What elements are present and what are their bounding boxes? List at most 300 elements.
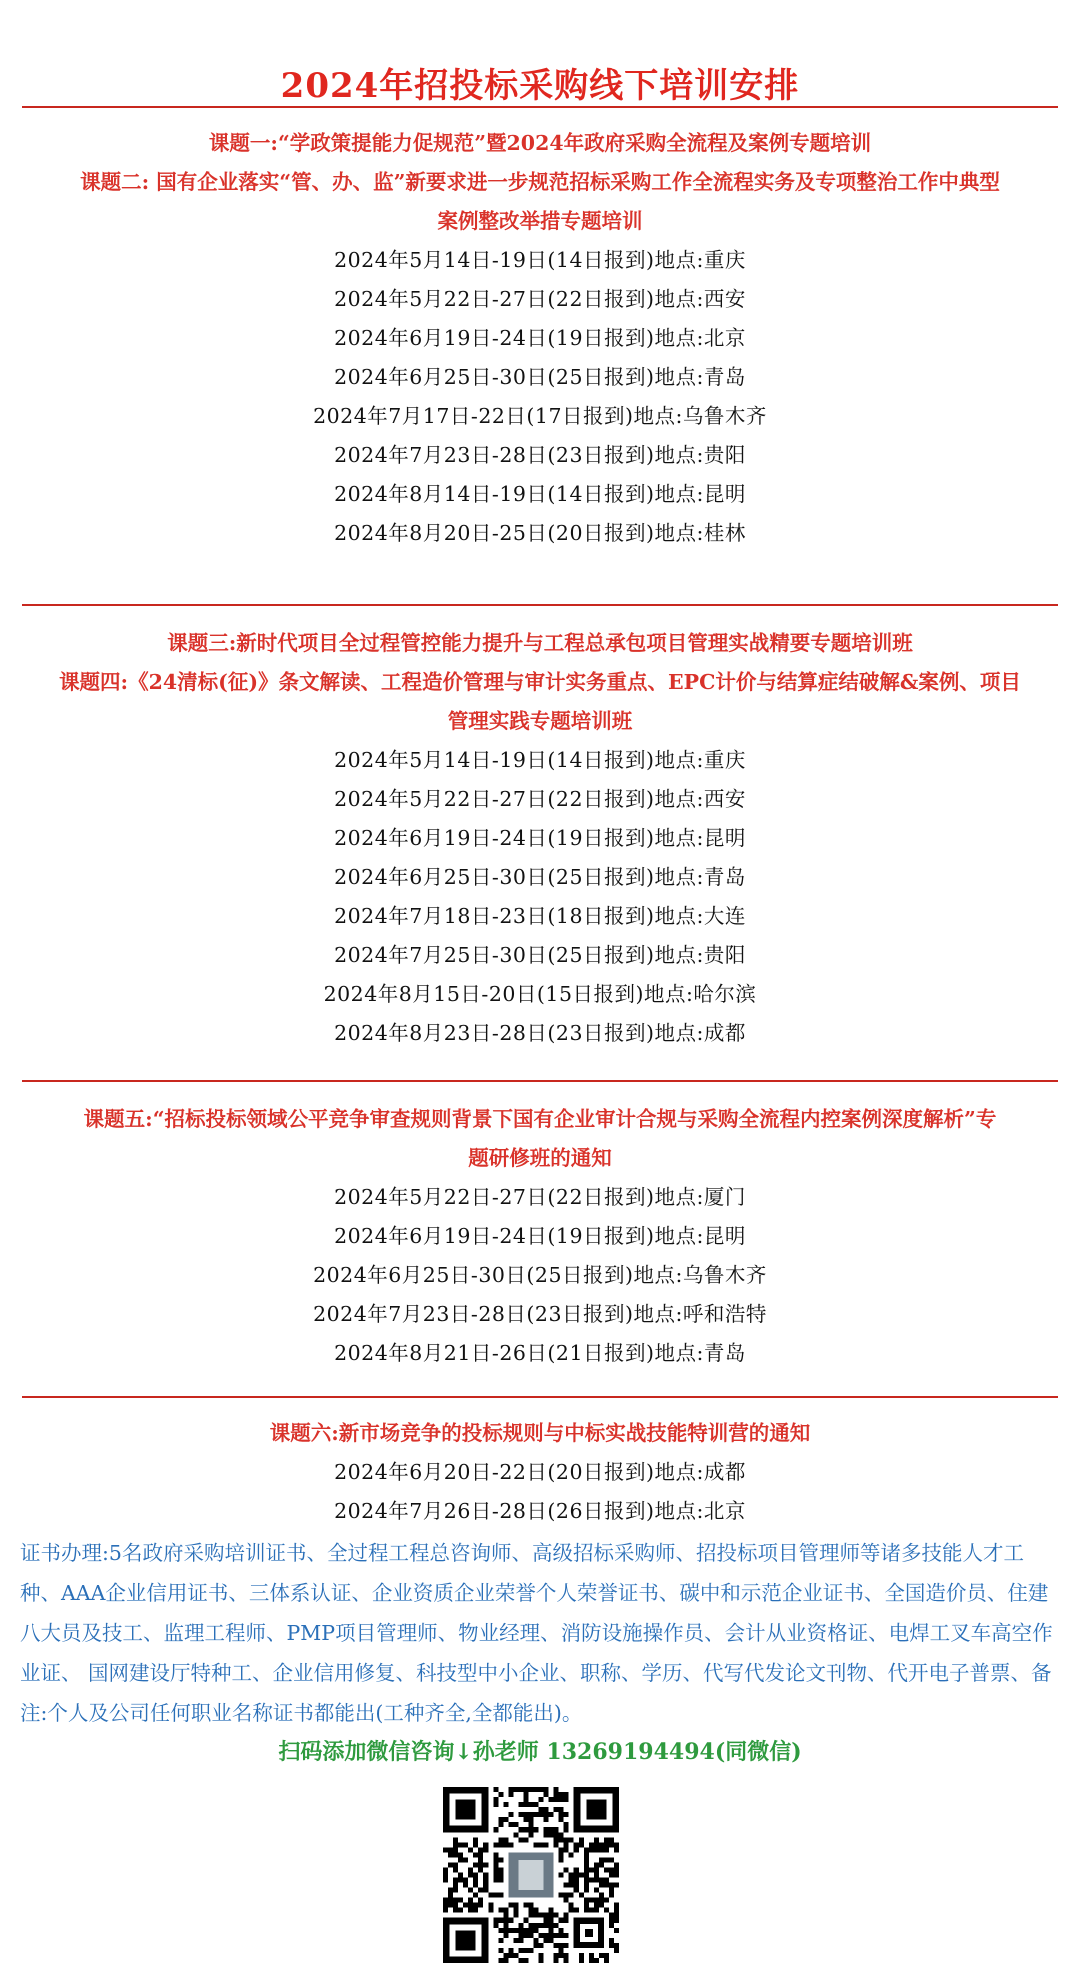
qr-module [468,1867,473,1872]
qr-module [443,1903,448,1908]
qr-module [569,1883,574,1888]
qr-module [528,1913,533,1918]
qr-module [463,1842,468,1847]
qr-module [518,1938,523,1943]
qr-module [518,1948,523,1953]
qr-module [473,1908,478,1913]
session-row: 2024年8月14日-19日(14日报到)地点:昆明 [334,482,746,506]
qr-module [544,1792,549,1797]
qr-module [559,1847,564,1852]
qr-module [534,1943,539,1948]
session-row: 2024年5月22日-27日(22日报到)地点:厦门 [334,1185,746,1209]
qr-module [473,1862,478,1867]
qr-module [614,1862,619,1867]
qr-module [528,1817,533,1822]
qr-module [478,1852,483,1857]
qr-module [503,1842,508,1847]
qr-module [534,1938,539,1943]
qr-module [498,1878,503,1883]
qr-module [468,1903,473,1908]
qr-module [498,1857,503,1862]
qr-module [599,1893,604,1898]
qr-module [458,1872,463,1877]
qr-module [559,1817,564,1822]
qr-module [528,1832,533,1837]
qr-module [483,1878,488,1883]
qr-module [609,1883,614,1888]
qr-module [564,1842,569,1847]
qr-module [478,1903,483,1908]
qr-module [503,1913,508,1918]
session-row: 2024年6月19日-24日(19日报到)地点:北京 [334,326,746,350]
qr-module [584,1857,589,1862]
session-row: 2024年6月19日-24日(19日报到)地点:昆明 [334,1224,746,1248]
qr-module [503,1908,508,1913]
qr-module [599,1898,604,1903]
qr-module [534,1842,539,1847]
qr-module [559,1792,564,1797]
qr-module [554,1787,559,1792]
qr-module [468,1847,473,1852]
qr-module [614,1913,619,1918]
qr-module [528,1908,533,1913]
contact-line: 扫码添加微信咨询↓孙老师 13269194494(同微信) [278,1739,802,1765]
session-row: 2024年7月23日-28日(23日报到)地点:呼和浩特 [313,1302,767,1326]
qr-module [579,1842,584,1847]
qr-module [554,1827,559,1832]
qr-module [523,1958,528,1963]
qr-module [518,1958,523,1963]
qr-module [503,1953,508,1958]
qr-module [448,1852,453,1857]
qr-module [614,1918,619,1923]
qr-module [523,1903,528,1908]
qr-module [604,1898,609,1903]
qr-module [493,1923,498,1928]
qr-module [443,1847,448,1852]
qr-module [584,1852,589,1857]
qr-module [528,1923,533,1928]
session-row: 2024年5月22日-27日(22日报到)地点:西安 [334,787,746,811]
qr-module [554,1837,559,1842]
qr-module [503,1958,508,1963]
qr-module [554,1797,559,1802]
qr-module [463,1857,468,1862]
qr-module [554,1933,559,1938]
qr-module [528,1948,533,1953]
page-title: 2024年招投标采购线下培训安排 [280,66,800,106]
qr-module [508,1903,513,1908]
qr-module [609,1888,614,1893]
qr-module [574,1908,579,1913]
qr-module [549,1812,554,1817]
qr-module [604,1867,609,1872]
session-row: 2024年7月18日-23日(18日报到)地点:大连 [334,904,746,928]
qr-module [453,1908,458,1913]
qr-module [523,1792,528,1797]
session-row: 2024年6月25日-30日(25日报到)地点:青岛 [334,365,746,389]
qr-module [549,1827,554,1832]
qr-module [463,1903,468,1908]
session-row: 2024年6月25日-30日(25日报到)地点:乌鲁木齐 [313,1263,767,1287]
qr-module [554,1842,559,1847]
qr-module [528,1827,533,1832]
qr-module [599,1878,604,1883]
qr-module [554,1792,559,1797]
qr-module [518,1923,523,1928]
qr-module [609,1913,614,1918]
qr-module [448,1903,453,1908]
session-row: 2024年8月23日-28日(23日报到)地点:成都 [334,1021,746,1045]
qr-module [508,1928,513,1933]
qr-module [503,1817,508,1822]
qr-module [488,1908,493,1913]
qr-module [609,1923,614,1928]
session-row: 2024年6月19日-24日(19日报到)地点:昆明 [334,826,746,850]
qr-module [478,1898,483,1903]
qr-module [559,1812,564,1817]
qr-module [539,1953,544,1958]
qr-module [589,1847,594,1852]
qr-module [614,1908,619,1913]
qr-module [544,1933,549,1938]
qr-module [564,1822,569,1827]
qr-module [584,1878,589,1883]
topic-2-line-2: 案例整改举措专题培训 [437,209,643,233]
qr-module [564,1953,569,1958]
qr-module [493,1878,498,1883]
qr-module [453,1837,458,1842]
qr-module [498,1918,503,1923]
qr-module [539,1933,544,1938]
qr-module [453,1842,458,1847]
certificate-notice: 证书办理:5名政府采购培训证书、全过程工程总咨询师、高级招标采购师、招投标项目管理师等诸多技能人才工种、AAA企业信用证书、三体系认证、企业资质企业荣誉个人荣誉证书、碳中和示范企业证书、全国造价员、住建八大员及技工、监理工程师、PMP项目管理师、物业经理、消防设施操作员、会计从业资格证、电焊工叉车高空作业证、 国网建设厅特种工、企业信用修复、科技型中小企业、职称、学历、代写代发论文刊物、代开电子普票、备注:个人及公司任何职业名称证书都能出(工种齐全,全都能出)。 [20,1541,1053,1725]
session-row: 2024年8月15日-20日(15日报到)地点:哈尔滨 [323,982,757,1006]
qr-module [523,1948,528,1953]
qr-module [544,1812,549,1817]
qr-module [483,1883,488,1888]
qr-module [554,1958,559,1963]
qr-module [534,1787,539,1792]
qr-module [609,1943,614,1948]
qr-module [604,1857,609,1862]
qr-module [513,1908,518,1913]
qr-module [463,1883,468,1888]
qr-module [554,1807,559,1812]
qr-module [478,1847,483,1852]
qr-module [594,1862,599,1867]
qr-module [503,1933,508,1938]
session-row: 2024年5月14日-19日(14日报到)地点:重庆 [334,248,746,272]
qr-module [539,1797,544,1802]
topic-4 [0,663,1080,741]
qr-module [594,1898,599,1903]
qr-module [453,1888,458,1893]
qr-module [549,1928,554,1933]
qr-module [554,1913,559,1918]
topic-3: 课题三:新时代项目全过程管控能力提升与工程总承包项目管理实战精要专题培训班 [167,631,913,655]
qr-module [523,1802,528,1807]
qr-module [498,1948,503,1953]
qr-module [544,1787,549,1792]
qr-module [528,1812,533,1817]
qr-module [534,1802,539,1807]
qr-module [544,1832,549,1837]
qr-module [523,1827,528,1832]
qr-module [493,1867,498,1872]
qr-module [513,1822,518,1827]
qr-module [544,1842,549,1847]
qr-module [584,1862,589,1867]
qr-module [493,1827,498,1832]
qr-module [564,1797,569,1802]
qr-module [453,1883,458,1888]
topic-2-line-1: 课题二: 国有企业落实“管、办、监”新要求进一步规范招标采购工作全流程实务及专项整治工作中典型 [80,170,1000,194]
qr-module [468,1872,473,1877]
qr-module [493,1857,498,1862]
qr-module [513,1938,518,1943]
qr-module [458,1908,463,1913]
qr-module [614,1943,619,1948]
qr-module [584,1903,589,1908]
qr-module [579,1953,584,1958]
qr-module [508,1918,513,1923]
qr-module [443,1872,448,1877]
qr-module [614,1842,619,1847]
qr-module [493,1797,498,1802]
qr-module [473,1837,478,1842]
session-row: 2024年5月22日-27日(22日报到)地点:西安 [334,287,746,311]
qr-module [604,1908,609,1913]
qr-module [473,1883,478,1888]
qr-module [549,1797,554,1802]
qr-module [564,1812,569,1817]
qr-module [544,1913,549,1918]
qr-module [483,1888,488,1893]
qr-module [539,1807,544,1812]
qr-module [463,1878,468,1883]
qr-module [518,1827,523,1832]
session-row: 2024年8月20日-25日(20日报到)地点:桂林 [334,521,746,545]
qr-module [473,1893,478,1898]
qr-module [528,1928,533,1933]
qr-module [599,1847,604,1852]
qr-module [614,1903,619,1908]
qr-module [513,1787,518,1792]
qr-module [609,1872,614,1877]
qr-module [549,1832,554,1837]
qr-module [443,1867,448,1872]
qr-module [594,1867,599,1872]
qr-module [559,1837,564,1842]
session-row: 2024年7月26日-28日(26日报到)地点:北京 [334,1499,746,1523]
qr-module [579,1958,584,1963]
qr-module [498,1938,503,1943]
qr-module [498,1842,503,1847]
qr-module [564,1958,569,1963]
qr-module [599,1953,604,1958]
qr-center-avatar-figure [518,1860,543,1890]
qr-module [483,1842,488,1847]
qr-module [539,1842,544,1847]
qr-module [528,1933,533,1938]
qr-module [539,1787,544,1792]
topic-4-line-1: 课题四:《24清标(征)》条文解读、工程造价管理与审计实务重点、EPC计价与结算症结破解&案例、项目 [59,670,1021,694]
qr-module [478,1867,483,1872]
section-divider [22,604,1058,606]
qr-module [559,1893,564,1898]
qr-module [493,1787,498,1792]
qr-module [569,1903,574,1908]
qr-module [468,1908,473,1913]
qr-module [503,1837,508,1842]
qr-module [614,1867,619,1872]
qr-module [564,1893,569,1898]
qr-module [554,1923,559,1928]
topic-5-line-1: 课题五:“招标投标领域公平竞争审查规则背景下国有企业审计合规与采购全流程内控案例深度解析”专 [83,1107,997,1131]
qr-module [508,1822,513,1827]
qr-module [604,1837,609,1842]
qr-module [609,1867,614,1872]
qr-module [589,1953,594,1958]
qr-module [569,1893,574,1898]
qr-module [528,1903,533,1908]
qr-module [569,1908,574,1913]
qr-module [453,1852,458,1857]
session-row: 2024年7月25日-30日(25日报到)地点:贵阳 [334,943,746,967]
qr-module [594,1958,599,1963]
qr-module [594,1878,599,1883]
section-1 [0,124,1080,553]
qr-module [473,1872,478,1877]
qr-module [503,1802,508,1807]
qr-module [564,1898,569,1903]
qr-module [559,1953,564,1958]
qr-module [594,1872,599,1877]
qr-module [549,1908,554,1913]
qr-module [609,1918,614,1923]
qr-module [574,1872,579,1877]
qr-module [493,1918,498,1923]
qr-module [604,1953,609,1958]
session-row: 2024年7月23日-28日(23日报到)地点:贵阳 [334,443,746,467]
qr-module [493,1802,498,1807]
qr-module [493,1893,498,1898]
topic-6: 课题六:新市场竞争的投标规则与中标实战技能特训营的通知 [269,1421,811,1445]
qr-module [534,1928,539,1933]
qr-module [448,1888,453,1893]
qr-module [493,1862,498,1867]
qr-module [609,1893,614,1898]
qr-module [508,1842,513,1847]
qr-module [483,1872,488,1877]
qr-module [584,1898,589,1903]
qr-module [609,1837,614,1842]
qr-module [498,1817,503,1822]
qr-module [564,1943,569,1948]
qr-module [559,1857,564,1862]
qr-module [564,1837,569,1842]
qr-module [453,1903,458,1908]
qr-module [473,1842,478,1847]
qr-module [544,1923,549,1928]
qr-module [453,1862,458,1867]
qr-module [534,1827,539,1832]
qr-module [473,1903,478,1908]
qr-module [534,1812,539,1817]
qr-module [518,1802,523,1807]
qr-module [594,1903,599,1908]
session-row: 2024年6月20日-22日(20日报到)地点:成都 [334,1460,746,1484]
qr-module [599,1903,604,1908]
qr-module [574,1847,579,1852]
section-divider [22,1396,1058,1398]
qr-module [549,1913,554,1918]
qr-module [549,1933,554,1938]
qr-module [559,1872,564,1877]
qr-module [523,1928,528,1933]
qr-module [534,1923,539,1928]
topic-5 [0,1100,1080,1178]
qr-module [584,1867,589,1872]
qr-module [614,1928,619,1933]
qr-module [453,1867,458,1872]
qr-module [523,1837,528,1842]
topic-5-line-2: 题研修班的通知 [468,1146,612,1170]
qr-module [559,1948,564,1953]
qr-module [518,1933,523,1938]
qr-module [604,1847,609,1852]
qr-module [539,1913,544,1918]
qr-module [604,1883,609,1888]
qr-module [528,1802,533,1807]
qr-module [478,1857,483,1862]
qr-module [443,1878,448,1883]
qr-module [559,1933,564,1938]
qr-module [564,1913,569,1918]
qr-module [564,1867,569,1872]
qr-module [544,1807,549,1812]
qr-module [554,1953,559,1958]
qr-module [523,1918,528,1923]
qr-module [513,1928,518,1933]
qr-module [458,1898,463,1903]
qr-module [549,1938,554,1943]
session-row: 2024年6月25日-30日(25日报到)地点:青岛 [334,865,746,889]
qr-module [604,1958,609,1963]
qr-module [559,1928,564,1933]
qr-module [498,1792,503,1797]
qr-module [579,1872,584,1877]
qr-module [498,1872,503,1877]
qr-module [609,1842,614,1847]
qr-module [569,1852,574,1857]
qr-module [518,1787,523,1792]
qr-module [589,1898,594,1903]
qr-module [523,1787,528,1792]
qr-module [483,1847,488,1852]
qr-module [604,1878,609,1883]
qr-module [448,1893,453,1898]
qr-module [559,1852,564,1857]
qr-module [518,1837,523,1842]
qr-module [554,1832,559,1837]
qr-module [539,1812,544,1817]
qr-module [569,1878,574,1883]
qr-module [473,1852,478,1857]
qr-module [453,1847,458,1852]
wechat-qr-code[interactable] [438,1782,624,1968]
